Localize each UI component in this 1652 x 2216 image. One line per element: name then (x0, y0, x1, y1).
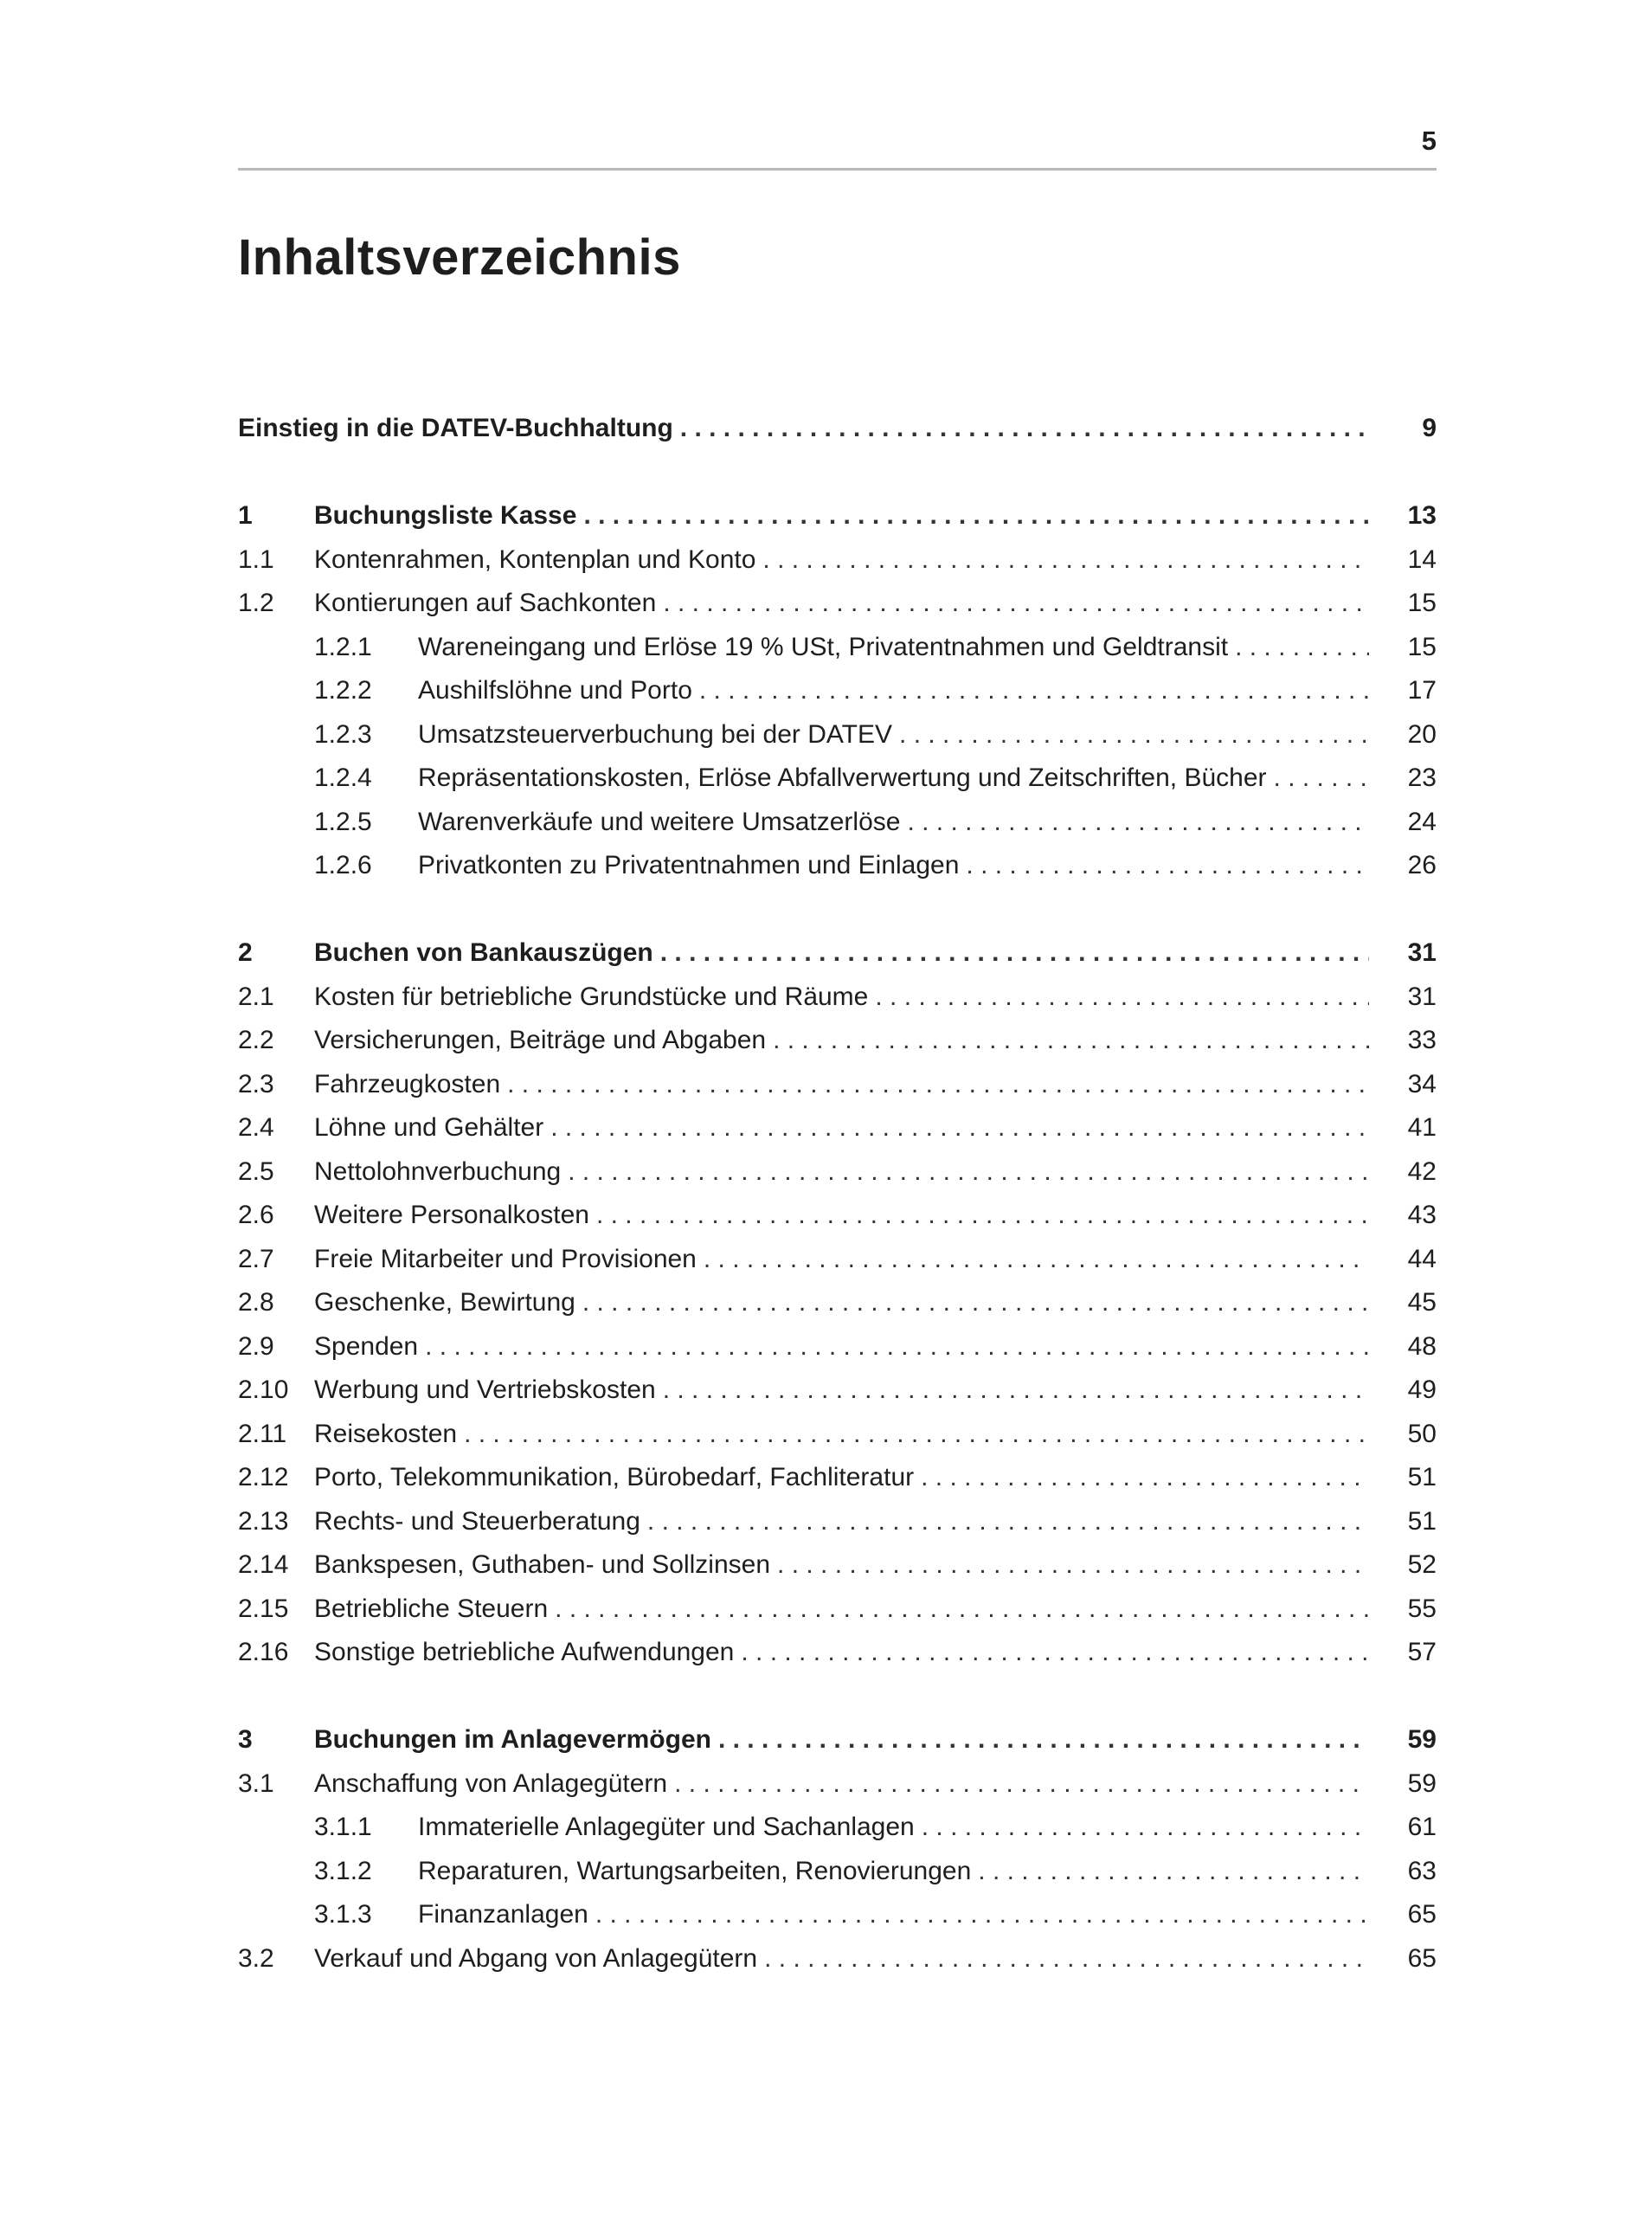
toc-entry-number: 2.8 (238, 1288, 274, 1317)
toc-dot-leader (596, 1194, 1369, 1238)
toc-dot-leader (875, 976, 1369, 1020)
toc-dot-leader (550, 1106, 1369, 1150)
toc-entry-number: 2.5 (238, 1156, 274, 1186)
toc-entry-title: Verkauf und Abgang von Anlagegütern (314, 1943, 758, 1973)
toc-entry-page: 26 (1407, 851, 1437, 879)
toc-entry-page: 65 (1407, 1943, 1437, 1973)
toc-entry-number: 2.7 (238, 1244, 274, 1273)
toc-entry-page: 15 (1407, 589, 1437, 617)
toc-entry-title: Kosten für betriebliche Grundstücke und Räume (314, 982, 869, 1011)
toc-entry[interactable] (238, 1893, 1437, 1937)
toc-entry-title: Werbung und Vertriebskosten (314, 1375, 656, 1404)
toc-entry-title: Buchen von Bankauszügen (314, 938, 653, 967)
toc-dot-leader (680, 407, 1369, 451)
toc-entry-title: Bankspesen, Guthaben- und Sollzinsen (314, 1550, 771, 1579)
toc-entry[interactable] (238, 1238, 1437, 1282)
toc-entry-page: 50 (1407, 1419, 1437, 1448)
toc-entry-title: Umsatzsteuerverbuchung bei der DATEV (418, 719, 893, 749)
toc-entry-title: Wareneingang und Erlöse 19 % USt, Privatentnahmen und Geldtransit (418, 632, 1229, 661)
toc-entry-page: 59 (1407, 1768, 1437, 1798)
toc-entry[interactable] (238, 1063, 1437, 1107)
toc-dot-leader (922, 1806, 1369, 1850)
toc-entry-number: 1 (238, 501, 253, 530)
toc-entry[interactable] (238, 1106, 1437, 1150)
toc-entry-number: 2.12 (238, 1463, 289, 1491)
toc-entry[interactable] (238, 1413, 1437, 1457)
toc-entry-page: 43 (1407, 1201, 1437, 1229)
toc-entry-title: Repräsentationskosten, Erlöse Abfallverwertung und Zeitschriften, Bücher (418, 763, 1267, 792)
toc-entry-number: 2.14 (238, 1550, 289, 1579)
toc-entry-title: Kontierungen auf Sachkonten (314, 589, 657, 617)
toc-entry-number: 3.1.1 (314, 1813, 372, 1841)
toc-entry[interactable] (238, 1588, 1437, 1632)
toc-entry-number: 2.15 (238, 1594, 289, 1623)
toc-dot-leader (1235, 626, 1369, 670)
toc-dot-leader (663, 582, 1369, 626)
header-rule (238, 168, 1437, 171)
toc-entry-page: 17 (1407, 676, 1437, 705)
toc-entry-number: 2.4 (238, 1113, 274, 1142)
toc-entry-page: 42 (1407, 1156, 1437, 1186)
toc-entry[interactable] (238, 407, 1437, 451)
toc-entry-number: 1.2.1 (314, 632, 372, 661)
toc-entry[interactable] (238, 1150, 1437, 1195)
toc-dot-leader (921, 1456, 1369, 1500)
toc-entry[interactable] (238, 1543, 1437, 1588)
toc-entry-number: 2.13 (238, 1506, 289, 1536)
toc-dot-leader (966, 844, 1369, 888)
toc-entry[interactable] (238, 494, 1437, 538)
toc-entry-page: 61 (1407, 1813, 1437, 1841)
toc-entry-title: Sonstige betriebliche Aufwendungen (314, 1638, 735, 1666)
toc-dot-leader (777, 1543, 1369, 1588)
toc-entry-page: 33 (1407, 1026, 1437, 1054)
toc-dot-leader (773, 1019, 1369, 1063)
toc-entry-page: 48 (1407, 1331, 1437, 1361)
toc-entry-title: Warenverkäufe und weitere Umsatzerlöse (418, 807, 901, 836)
toc-dot-leader (582, 1281, 1369, 1325)
toc-entry-number: 1.2.5 (314, 807, 372, 836)
toc-dot-leader (583, 494, 1369, 538)
toc-entry-number: 3.1.3 (314, 1900, 372, 1929)
toc-entry[interactable] (238, 1281, 1437, 1325)
toc-entry-page: 41 (1407, 1113, 1437, 1142)
toc-entry[interactable] (238, 1500, 1437, 1544)
toc-entry-number: 1.2.4 (314, 763, 372, 792)
toc-entry-number: 2.16 (238, 1638, 289, 1666)
toc-entry-page: 55 (1407, 1594, 1437, 1623)
toc-dot-leader (568, 1150, 1369, 1195)
toc-entry[interactable] (238, 1718, 1437, 1762)
toc-entry[interactable] (238, 931, 1437, 976)
table-of-contents (238, 407, 1437, 1981)
toc-entry-title: Finanzanlagen (418, 1900, 588, 1929)
toc-entry-page: 23 (1407, 763, 1437, 792)
toc-entry-number: 3.2 (238, 1943, 274, 1973)
toc-dot-leader (718, 1718, 1369, 1762)
toc-entry[interactable] (238, 1369, 1437, 1413)
toc-entry-title: Fahrzeugkosten (314, 1069, 501, 1098)
toc-entry-number: 2.10 (238, 1375, 289, 1404)
toc-entry[interactable] (238, 626, 1437, 670)
toc-entry-number: 1.1 (238, 544, 274, 574)
toc-entry-page: 15 (1407, 632, 1437, 661)
toc-entry-title: Aushilfslöhne und Porto (418, 676, 692, 705)
toc-entry-page: 65 (1407, 1900, 1437, 1929)
toc-entry-number: 2.9 (238, 1331, 274, 1361)
toc-entry-page: 51 (1407, 1506, 1437, 1536)
toc-dot-leader (741, 1631, 1369, 1675)
toc-dot-leader (699, 669, 1369, 713)
toc-entry-title: Spenden (314, 1331, 419, 1361)
toc-entry-number: 1.2.2 (314, 676, 372, 705)
toc-entry-title: Buchungsliste Kasse (314, 501, 577, 530)
toc-entry-page: 9 (1422, 414, 1437, 442)
toc-dot-leader (464, 1413, 1369, 1457)
toc-entry-page: 52 (1407, 1550, 1437, 1579)
toc-entry[interactable] (238, 844, 1437, 888)
toc-entry[interactable] (238, 1850, 1437, 1894)
toc-entry-number: 3.1 (238, 1768, 274, 1798)
toc-entry-number: 1.2.3 (314, 719, 372, 749)
toc-dot-leader (1274, 757, 1369, 801)
toc-dot-leader (704, 1238, 1369, 1282)
toc-entry[interactable] (238, 976, 1437, 1020)
toc-entry[interactable] (238, 538, 1437, 583)
toc-entry-title: Porto, Telekommunikation, Bürobedarf, Fachliteratur (314, 1463, 915, 1491)
toc-entry-number: 2.11 (238, 1419, 287, 1448)
toc-entry[interactable] (238, 669, 1437, 713)
toc-entry[interactable] (238, 1762, 1437, 1807)
toc-entry[interactable] (238, 1806, 1437, 1850)
toc-entry[interactable] (238, 1631, 1437, 1675)
toc-entry-title: Privatkonten zu Privatentnahmen und Einlagen (418, 851, 960, 879)
toc-dot-leader (663, 1369, 1369, 1413)
toc-entry-number: 2.2 (238, 1026, 274, 1054)
toc-entry-title: Anschaffung von Anlagegütern (314, 1768, 668, 1798)
toc-entry-title: Einstieg in die DATEV-Buchhaltung (238, 414, 673, 442)
toc-entry[interactable] (238, 1937, 1437, 1981)
toc-entry-page: 31 (1407, 982, 1437, 1011)
toc-entry-title: Buchungen im Anlagevermögen (314, 1725, 711, 1754)
toc-entry[interactable] (238, 713, 1437, 757)
toc-entry-title: Weitere Personalkosten (314, 1201, 589, 1229)
toc-dot-leader (764, 1937, 1369, 1981)
toc-dot-leader (507, 1063, 1369, 1107)
toc-dot-leader (762, 538, 1369, 583)
toc-entry-number: 2.6 (238, 1201, 274, 1229)
toc-entry-number: 3 (238, 1725, 253, 1754)
toc-entry-title: Geschenke, Bewirtung (314, 1288, 575, 1317)
toc-entry[interactable] (238, 1456, 1437, 1500)
toc-dot-leader (907, 801, 1369, 845)
toc-dot-leader (660, 931, 1369, 976)
toc-entry-page: 24 (1407, 807, 1437, 836)
toc-entry-page: 34 (1407, 1069, 1437, 1098)
toc-entry-title: Reisekosten (314, 1419, 458, 1448)
toc-dot-leader (595, 1893, 1369, 1937)
toc-dot-leader (978, 1850, 1369, 1894)
toc-entry[interactable] (238, 801, 1437, 845)
toc-entry[interactable] (238, 757, 1437, 801)
toc-entry-page: 13 (1407, 501, 1437, 530)
toc-entry-number: 1.2 (238, 589, 274, 617)
toc-dot-leader (674, 1762, 1369, 1807)
toc-entry-number: 3.1.2 (314, 1856, 372, 1885)
toc-dot-leader (899, 713, 1369, 757)
toc-entry[interactable] (238, 1019, 1437, 1063)
toc-dot-leader (425, 1325, 1369, 1369)
toc-entry-title: Reparaturen, Wartungsarbeiten, Renovierungen (418, 1856, 972, 1885)
page-number: 5 (1421, 126, 1437, 156)
toc-entry-page: 20 (1407, 719, 1437, 749)
toc-entry-title: Immaterielle Anlagegüter und Sachanlagen (418, 1813, 915, 1841)
toc-dot-leader (647, 1500, 1369, 1544)
toc-entry-title: Löhne und Gehälter (314, 1113, 544, 1142)
toc-entry-page: 49 (1407, 1375, 1437, 1404)
toc-entry-number: 2 (238, 938, 253, 967)
toc-entry-number: 2.1 (238, 982, 274, 1011)
toc-entry-page: 51 (1407, 1463, 1437, 1491)
toc-entry-number: 1.2.6 (314, 851, 372, 879)
toc-entry[interactable] (238, 1325, 1437, 1369)
toc-entry-title: Versicherungen, Beiträge und Abgaben (314, 1026, 767, 1054)
toc-entry-page: 14 (1407, 544, 1437, 574)
toc-entry-page: 31 (1407, 938, 1437, 967)
toc-entry-title: Kontenrahmen, Kontenplan und Konto (314, 544, 756, 574)
toc-entry-page: 45 (1407, 1288, 1437, 1317)
toc-entry-page: 63 (1407, 1856, 1437, 1885)
toc-entry[interactable] (238, 582, 1437, 626)
toc-entry-number: 2.3 (238, 1069, 274, 1098)
toc-entry-page: 57 (1407, 1638, 1437, 1666)
toc-entry-page: 59 (1407, 1725, 1437, 1754)
page-title: Inhaltsverzeichnis (238, 229, 681, 286)
toc-dot-leader (555, 1588, 1369, 1632)
toc-entry-page: 44 (1407, 1244, 1437, 1273)
toc-entry-title: Rechts- und Steuerberatung (314, 1506, 640, 1536)
toc-entry-title: Nettolohnverbuchung (314, 1156, 562, 1186)
toc-entry-title: Betriebliche Steuern (314, 1594, 549, 1623)
toc-entry[interactable] (238, 1194, 1437, 1238)
toc-entry-title: Freie Mitarbeiter und Provisionen (314, 1244, 697, 1273)
